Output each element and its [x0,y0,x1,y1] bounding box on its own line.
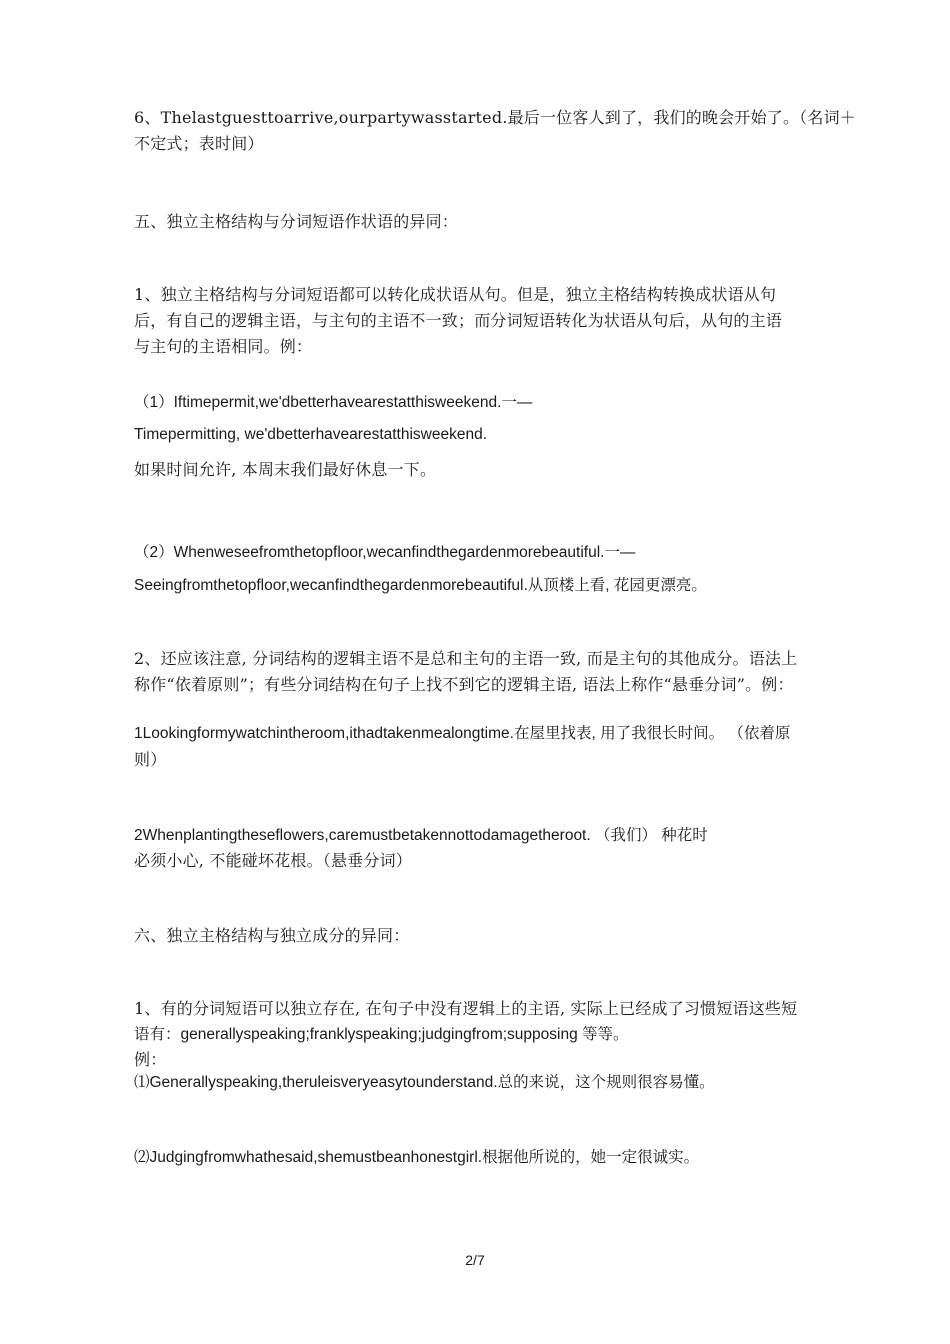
example-1-line-1: （1）Iftimepermit,we'dbetterhavearestatthisweekend.一— [134,394,533,411]
paragraph-1-line-1: 1、独立主格结构与分词短语都可以转化成状语从句。但是，独立主格结构转换成状语从句 [134,285,777,304]
example-5: ⑴Generallyspeaking,theruleisveryeasytounderstand.总的来说，这个规则很容易懂。 [134,1074,715,1091]
paragraph-1-line-3: 与主句的主语相同。例： [134,337,313,356]
heading-section-5: 五、独立主格结构与分词短语作状语的异同： [134,212,459,231]
example-2-line-2: Seeingfromthetopfloor,wecanfindthegardenmorebeautiful.从顶楼上看, 花园更漂亮。 [134,577,707,594]
example-2-line-1: （2）Whenweseefromthetopfloor,wecanfindthegardenmorebeautiful.一— [134,544,636,561]
paragraph-1-line-2: 后，有自己的逻辑主语，与主句的主语不一致；而分词短语转化为状语从句后，从句的主语 [134,311,783,330]
paragraph-3-line-1: 1、有的分词短语可以独立存在, 在句子中没有逻辑上的主语, 实际上已经成了习惯短语这些短 [134,999,798,1018]
example-4-line-1: 2Whenplantingtheseflowers,caremustbetakennottodamagetheroot. （我们） 种花时 [134,827,708,844]
example-4-line-2: 必须小心, 不能碰坏花根。（悬垂分词） [134,851,412,870]
example-3-line-1: 1Lookingformywatchintheroom,ithadtakenmealongtime.在屋里找表, 用了我很长时间。 （依着原 [134,725,791,742]
paragraph-2-line-1: 2、还应该注意, 分词结构的逻辑主语不是总和主句的主语一致, 而是主句的其他成分。语法上 [134,649,798,668]
example-1-line-2: Timepermitting, we'dbetterhavearestatthisweekend. [134,426,488,443]
page-number: 2/7 [465,1252,485,1268]
section-6-line-1: 6、Thelastguesttoarrive,ourpartywasstarted.最后一位客人到了，我们的晚会开始了。（名词＋ [134,108,856,127]
section-6-line-2: 不定式；表时间） [134,134,264,153]
paragraph-3-line-3: 例： [134,1050,167,1069]
heading-section-6: 六、独立主格结构与独立成分的异同： [134,926,410,945]
example-3-line-2: 则） [134,750,167,769]
example-1-line-3: 如果时间允许, 本周末我们最好休息一下。 [134,460,437,479]
example-6: ⑵Judgingfromwhathesaid,shemustbeanhonestgirl.根据他所说的，她一定很诚实。 [134,1149,700,1166]
paragraph-3-line-2: 语有：generallyspeaking;franklyspeaking;judgingfrom;supposing 等等。 [134,1026,629,1043]
paragraph-2-line-2: 称作“依着原则”；有些分词结构在句子上找不到它的逻辑主语, 语法上称作“悬垂分词”。例： [134,675,794,694]
